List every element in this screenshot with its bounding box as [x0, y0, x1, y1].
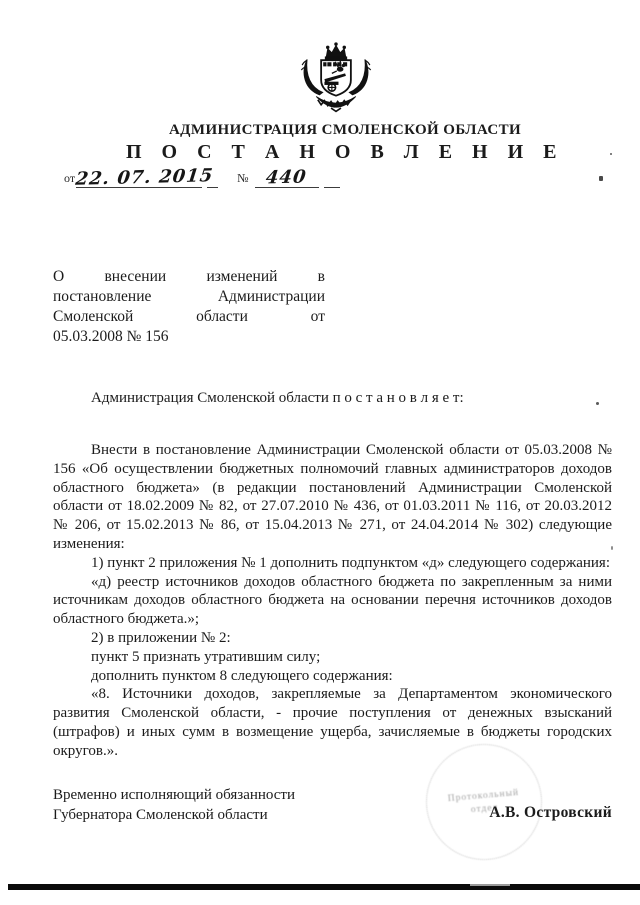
subject-line: постановление Администрации: [53, 288, 325, 305]
number-value-handwritten: 440: [264, 166, 308, 189]
subject-line: 05.03.2008 № 156: [53, 328, 169, 345]
scan-edge-bar-notch: [470, 884, 510, 886]
signer-name: А.В. Островский: [489, 804, 612, 821]
date-value-handwritten: 22. 07. 2015: [74, 165, 215, 190]
date-number-line: [64, 166, 340, 192]
subject-line: Смоленской области от: [53, 308, 325, 325]
subject-line: О внесении изменений в: [53, 268, 325, 285]
body-paragraph: «8. Источники доходов, закрепляемые за Департаментом экономического развития Смоленской области, - прочие поступления от денежных взысканий (штрафов) и иных сумм в возмещение ущерба, зачисляемые в бюджеты городских округов.».: [53, 686, 612, 759]
scan-speck: [596, 402, 599, 405]
smolensk-coat-of-arms-icon: [294, 42, 378, 118]
document-subject: [53, 267, 325, 347]
document-body: [53, 441, 612, 761]
number-field: [255, 166, 319, 188]
signer-position-line: Временно исполняющий обязанности: [53, 787, 296, 803]
body-paragraph: 2) в приложении № 2:: [91, 629, 231, 646]
body-paragraph: Внести в постановление Администрации Смоленской области от 05.03.2008 № 156 «Об осуществлении бюджетных полномочий главных администраторов доходов областного бюджета» (в редакции постановлений Администрации Смоленской области от 18.02.2009 № 82, от 27.07.2010 № 436, от 01.03.2011 № 116, от 20.03.2012 № 206, от 15.02.2013 № 86, от 15.04.2013 № 271, от 24.04.2014 № 302) следующие изменения:: [53, 442, 612, 552]
scan-speck: [599, 176, 603, 181]
number-label: №: [237, 171, 249, 185]
body-paragraph: дополнить пунктом 8 следующего содержания:: [91, 667, 393, 684]
organization-name: АДМИНИСТРАЦИЯ СМОЛЕНСКОЙ ОБЛАСТИ: [168, 122, 522, 138]
body-paragraph: пункт 5 признать утратившим силу;: [91, 648, 321, 665]
signature-block: [53, 786, 612, 825]
scan-speck: [610, 153, 612, 155]
underline-segment: [324, 187, 340, 188]
body-paragraph: «д) реестр источников доходов областного бюджета по закрепленным за ними источникам доходов областного бюджета на основании перечня источников доходов областного бюджета.»;: [53, 573, 612, 628]
signer-position-line: Губернатора Смоленской области: [53, 806, 268, 823]
stamp-text-line: Протокольный: [447, 787, 520, 804]
document-type-title: П О С Т А Н О В Л Е Н И Е: [126, 141, 564, 163]
stamp-text-line: отдел: [470, 802, 499, 815]
underline-segment: [207, 187, 218, 188]
date-field: [74, 165, 215, 190]
scan-edge-bar: [8, 884, 640, 890]
date-label: от: [64, 171, 76, 185]
body-paragraph: 1) пункт 2 приложения № 1 дополнить подпунктом «д» следующего содержания:: [91, 554, 611, 571]
scan-speck: [611, 546, 613, 550]
resolution-intro: Администрация Смоленской области п о с т а н о в л я е т:: [91, 390, 464, 406]
